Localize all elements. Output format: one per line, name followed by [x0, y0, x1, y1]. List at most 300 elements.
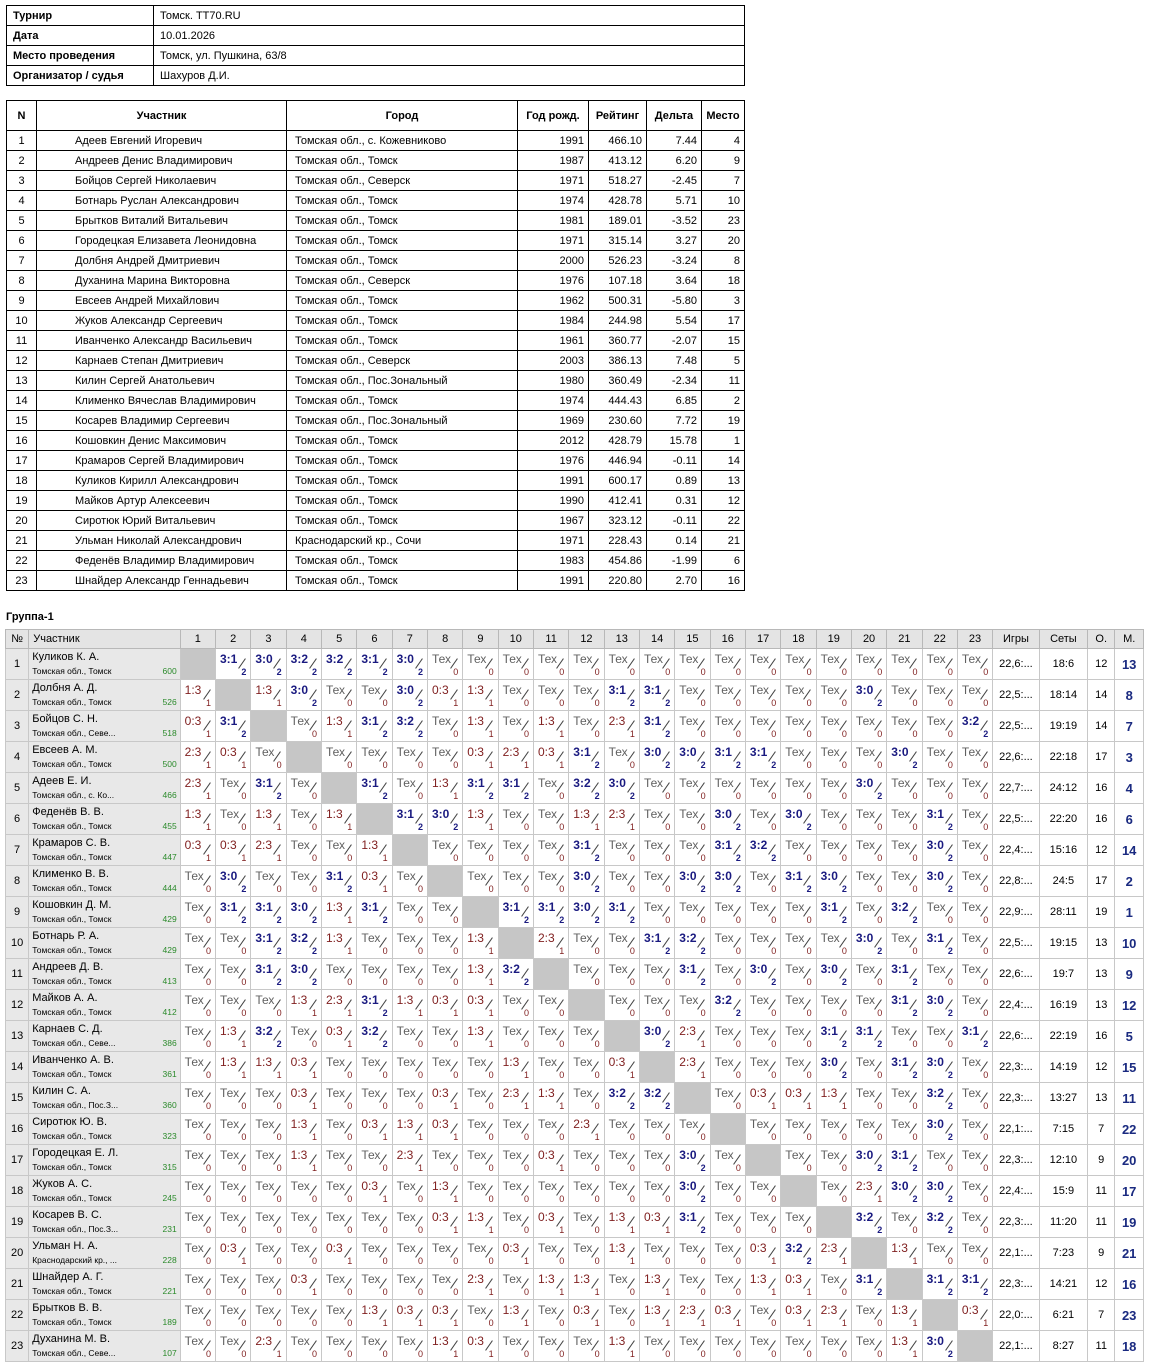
match-result[interactable]	[639, 1238, 674, 1269]
match-result[interactable]	[286, 928, 321, 959]
match-result[interactable]	[957, 866, 992, 897]
match-result[interactable]	[427, 742, 462, 773]
match-result[interactable]	[781, 649, 816, 680]
match-result[interactable]	[392, 928, 427, 959]
match-result[interactable]	[675, 990, 710, 1021]
match-result[interactable]	[357, 1300, 392, 1331]
match-result[interactable]	[675, 1300, 710, 1331]
match-result[interactable]	[498, 990, 533, 1021]
match-result[interactable]	[321, 959, 356, 990]
match-result[interactable]	[781, 1021, 816, 1052]
match-result[interactable]	[710, 1207, 745, 1238]
match-result[interactable]	[498, 1083, 533, 1114]
match-result[interactable]	[216, 1269, 251, 1300]
match-result[interactable]	[180, 1145, 215, 1176]
match-result[interactable]	[463, 1145, 498, 1176]
match-result[interactable]	[957, 928, 992, 959]
player-cell[interactable]	[29, 680, 180, 711]
match-result[interactable]	[427, 959, 462, 990]
match-result[interactable]	[216, 1145, 251, 1176]
match-result[interactable]	[216, 742, 251, 773]
match-result[interactable]	[745, 928, 780, 959]
match-result[interactable]	[251, 990, 286, 1021]
match-result[interactable]	[427, 1114, 462, 1145]
match-result[interactable]	[392, 1176, 427, 1207]
match-result[interactable]	[321, 680, 356, 711]
match-result[interactable]	[887, 1207, 922, 1238]
match-result[interactable]	[533, 1083, 568, 1114]
match-result[interactable]	[604, 711, 639, 742]
match-result[interactable]	[710, 680, 745, 711]
match-result[interactable]	[639, 1021, 674, 1052]
match-result[interactable]	[357, 990, 392, 1021]
match-result[interactable]	[286, 959, 321, 990]
match-result[interactable]	[816, 742, 851, 773]
match-result[interactable]	[533, 680, 568, 711]
match-result[interactable]	[710, 959, 745, 990]
match-result[interactable]	[639, 1114, 674, 1145]
player-cell[interactable]	[29, 1114, 180, 1145]
match-result[interactable]	[251, 1176, 286, 1207]
player-cell[interactable]	[29, 990, 180, 1021]
match-result[interactable]	[180, 866, 215, 897]
match-result[interactable]	[321, 1021, 356, 1052]
match-result[interactable]	[427, 897, 462, 928]
match-result[interactable]	[781, 835, 816, 866]
match-result[interactable]	[781, 773, 816, 804]
match-result[interactable]	[180, 1052, 215, 1083]
match-result[interactable]	[180, 804, 215, 835]
match-result[interactable]	[180, 1021, 215, 1052]
match-result[interactable]	[887, 866, 922, 897]
match-result[interactable]	[957, 1021, 992, 1052]
match-result[interactable]	[321, 1238, 356, 1269]
player-cell[interactable]	[29, 1207, 180, 1238]
match-result[interactable]	[427, 1238, 462, 1269]
match-result[interactable]	[957, 1083, 992, 1114]
match-result[interactable]	[675, 773, 710, 804]
match-result[interactable]	[781, 742, 816, 773]
match-result[interactable]	[781, 1238, 816, 1269]
match-result[interactable]	[216, 649, 251, 680]
match-result[interactable]	[781, 1083, 816, 1114]
match-result[interactable]	[533, 1176, 568, 1207]
match-result[interactable]	[781, 804, 816, 835]
match-result[interactable]	[357, 773, 392, 804]
match-result[interactable]	[851, 680, 886, 711]
match-result[interactable]	[604, 1176, 639, 1207]
match-result[interactable]	[922, 1021, 957, 1052]
match-result[interactable]	[639, 835, 674, 866]
match-result[interactable]	[851, 773, 886, 804]
match-result[interactable]	[321, 649, 356, 680]
match-result[interactable]	[675, 959, 710, 990]
match-result[interactable]	[569, 1300, 604, 1331]
match-result[interactable]	[392, 1083, 427, 1114]
match-result[interactable]	[710, 1052, 745, 1083]
match-result[interactable]	[957, 990, 992, 1021]
match-result[interactable]	[639, 1207, 674, 1238]
match-result[interactable]	[745, 897, 780, 928]
match-result[interactable]	[887, 1052, 922, 1083]
match-result[interactable]	[675, 1331, 710, 1362]
match-result[interactable]	[816, 804, 851, 835]
match-result[interactable]	[251, 959, 286, 990]
match-result[interactable]	[957, 1269, 992, 1300]
match-result[interactable]	[745, 959, 780, 990]
match-result[interactable]	[604, 804, 639, 835]
match-result[interactable]	[745, 1207, 780, 1238]
match-result[interactable]	[710, 1331, 745, 1362]
match-result[interactable]	[392, 1145, 427, 1176]
match-result[interactable]	[745, 1331, 780, 1362]
match-result[interactable]	[745, 680, 780, 711]
match-result[interactable]	[851, 897, 886, 928]
player-cell[interactable]	[29, 742, 180, 773]
match-result[interactable]	[533, 835, 568, 866]
match-result[interactable]	[639, 897, 674, 928]
match-result[interactable]	[604, 1269, 639, 1300]
match-result[interactable]	[851, 959, 886, 990]
match-result[interactable]	[745, 711, 780, 742]
match-result[interactable]	[710, 1083, 745, 1114]
match-result[interactable]	[533, 711, 568, 742]
match-result[interactable]	[887, 1145, 922, 1176]
match-result[interactable]	[357, 1238, 392, 1269]
match-result[interactable]	[427, 773, 462, 804]
player-cell[interactable]	[29, 959, 180, 990]
match-result[interactable]	[781, 1052, 816, 1083]
match-result[interactable]	[710, 866, 745, 897]
match-result[interactable]	[392, 742, 427, 773]
match-result[interactable]	[498, 1176, 533, 1207]
match-result[interactable]	[286, 835, 321, 866]
match-result[interactable]	[427, 1300, 462, 1331]
match-result[interactable]	[463, 990, 498, 1021]
match-result[interactable]	[286, 1176, 321, 1207]
match-result[interactable]	[498, 866, 533, 897]
match-result[interactable]	[321, 1145, 356, 1176]
match-result[interactable]	[569, 1145, 604, 1176]
match-result[interactable]	[463, 1300, 498, 1331]
match-result[interactable]	[392, 1331, 427, 1362]
match-result[interactable]	[498, 835, 533, 866]
match-result[interactable]	[710, 804, 745, 835]
match-result[interactable]	[392, 1021, 427, 1052]
match-result[interactable]	[816, 1300, 851, 1331]
match-result[interactable]	[675, 1145, 710, 1176]
match-result[interactable]	[216, 1176, 251, 1207]
match-result[interactable]	[180, 1331, 215, 1362]
match-result[interactable]	[392, 1207, 427, 1238]
match-result[interactable]	[639, 1331, 674, 1362]
match-result[interactable]	[498, 1052, 533, 1083]
match-result[interactable]	[216, 1300, 251, 1331]
match-result[interactable]	[321, 835, 356, 866]
match-result[interactable]	[745, 773, 780, 804]
player-cell[interactable]	[29, 866, 180, 897]
match-result[interactable]	[922, 742, 957, 773]
match-result[interactable]	[745, 1176, 780, 1207]
match-result[interactable]	[745, 1021, 780, 1052]
match-result[interactable]	[816, 649, 851, 680]
match-result[interactable]	[392, 1052, 427, 1083]
match-result[interactable]	[321, 1207, 356, 1238]
match-result[interactable]	[286, 897, 321, 928]
match-result[interactable]	[710, 897, 745, 928]
match-result[interactable]	[922, 1269, 957, 1300]
match-result[interactable]	[286, 1269, 321, 1300]
match-result[interactable]	[675, 1207, 710, 1238]
match-result[interactable]	[463, 711, 498, 742]
match-result[interactable]	[286, 649, 321, 680]
match-result[interactable]	[639, 1176, 674, 1207]
match-result[interactable]	[286, 1331, 321, 1362]
match-result[interactable]	[816, 897, 851, 928]
match-result[interactable]	[357, 1145, 392, 1176]
match-result[interactable]	[816, 680, 851, 711]
match-result[interactable]	[498, 1207, 533, 1238]
match-result[interactable]	[216, 1331, 251, 1362]
match-result[interactable]	[816, 1052, 851, 1083]
match-result[interactable]	[675, 1176, 710, 1207]
match-result[interactable]	[321, 1083, 356, 1114]
match-result[interactable]	[498, 897, 533, 928]
match-result[interactable]	[922, 680, 957, 711]
match-result[interactable]	[604, 1052, 639, 1083]
match-result[interactable]	[957, 804, 992, 835]
match-result[interactable]	[392, 711, 427, 742]
match-result[interactable]	[639, 804, 674, 835]
match-result[interactable]	[816, 1083, 851, 1114]
match-result[interactable]	[357, 680, 392, 711]
match-result[interactable]	[569, 1207, 604, 1238]
match-result[interactable]	[321, 928, 356, 959]
match-result[interactable]	[922, 649, 957, 680]
match-result[interactable]	[675, 711, 710, 742]
match-result[interactable]	[887, 959, 922, 990]
match-result[interactable]	[851, 1145, 886, 1176]
match-result[interactable]	[781, 1300, 816, 1331]
match-result[interactable]	[216, 1083, 251, 1114]
match-result[interactable]	[251, 742, 286, 773]
player-cell[interactable]	[29, 835, 180, 866]
player-cell[interactable]	[29, 1238, 180, 1269]
match-result[interactable]	[569, 773, 604, 804]
match-result[interactable]	[675, 866, 710, 897]
match-result[interactable]	[851, 835, 886, 866]
match-result[interactable]	[498, 649, 533, 680]
match-result[interactable]	[922, 866, 957, 897]
match-result[interactable]	[816, 866, 851, 897]
match-result[interactable]	[710, 742, 745, 773]
match-result[interactable]	[887, 1331, 922, 1362]
match-result[interactable]	[498, 680, 533, 711]
match-result[interactable]	[533, 773, 568, 804]
match-result[interactable]	[180, 773, 215, 804]
match-result[interactable]	[957, 897, 992, 928]
match-result[interactable]	[427, 1269, 462, 1300]
match-result[interactable]	[851, 1300, 886, 1331]
match-result[interactable]	[321, 804, 356, 835]
match-result[interactable]	[851, 866, 886, 897]
match-result[interactable]	[216, 959, 251, 990]
match-result[interactable]	[887, 804, 922, 835]
match-result[interactable]	[357, 649, 392, 680]
match-result[interactable]	[357, 1052, 392, 1083]
match-result[interactable]	[286, 1052, 321, 1083]
match-result[interactable]	[216, 773, 251, 804]
match-result[interactable]	[745, 1300, 780, 1331]
match-result[interactable]	[569, 1083, 604, 1114]
match-result[interactable]	[357, 928, 392, 959]
match-result[interactable]	[781, 928, 816, 959]
match-result[interactable]	[639, 990, 674, 1021]
match-result[interactable]	[392, 897, 427, 928]
match-result[interactable]	[675, 1269, 710, 1300]
match-result[interactable]	[498, 804, 533, 835]
match-result[interactable]	[675, 928, 710, 959]
match-result[interactable]	[321, 1331, 356, 1362]
match-result[interactable]	[216, 897, 251, 928]
match-result[interactable]	[357, 711, 392, 742]
match-result[interactable]	[392, 1269, 427, 1300]
match-result[interactable]	[604, 1083, 639, 1114]
match-result[interactable]	[922, 804, 957, 835]
match-result[interactable]	[604, 1300, 639, 1331]
match-result[interactable]	[180, 1176, 215, 1207]
match-result[interactable]	[180, 1300, 215, 1331]
match-result[interactable]	[463, 773, 498, 804]
match-result[interactable]	[251, 1331, 286, 1362]
match-result[interactable]	[357, 1176, 392, 1207]
match-result[interactable]	[604, 897, 639, 928]
match-result[interactable]	[639, 742, 674, 773]
match-result[interactable]	[251, 866, 286, 897]
match-result[interactable]	[286, 1114, 321, 1145]
match-result[interactable]	[498, 1300, 533, 1331]
match-result[interactable]	[498, 711, 533, 742]
match-result[interactable]	[180, 680, 215, 711]
match-result[interactable]	[251, 1269, 286, 1300]
match-result[interactable]	[957, 1114, 992, 1145]
player-cell[interactable]	[29, 711, 180, 742]
match-result[interactable]	[887, 990, 922, 1021]
match-result[interactable]	[851, 804, 886, 835]
match-result[interactable]	[851, 649, 886, 680]
match-result[interactable]	[816, 1331, 851, 1362]
match-result[interactable]	[321, 866, 356, 897]
match-result[interactable]	[639, 680, 674, 711]
match-result[interactable]	[216, 1052, 251, 1083]
match-result[interactable]	[533, 1021, 568, 1052]
match-result[interactable]	[251, 1114, 286, 1145]
match-result[interactable]	[745, 835, 780, 866]
match-result[interactable]	[180, 928, 215, 959]
match-result[interactable]	[851, 1083, 886, 1114]
match-result[interactable]	[427, 1331, 462, 1362]
match-result[interactable]	[816, 1269, 851, 1300]
match-result[interactable]	[286, 773, 321, 804]
match-result[interactable]	[957, 1238, 992, 1269]
match-result[interactable]	[710, 711, 745, 742]
match-result[interactable]	[321, 742, 356, 773]
match-result[interactable]	[887, 773, 922, 804]
match-result[interactable]	[533, 990, 568, 1021]
match-result[interactable]	[321, 1176, 356, 1207]
match-result[interactable]	[569, 1238, 604, 1269]
match-result[interactable]	[887, 1300, 922, 1331]
match-result[interactable]	[251, 649, 286, 680]
match-result[interactable]	[887, 649, 922, 680]
player-cell[interactable]	[29, 804, 180, 835]
match-result[interactable]	[569, 959, 604, 990]
match-result[interactable]	[392, 959, 427, 990]
match-result[interactable]	[957, 742, 992, 773]
match-result[interactable]	[533, 742, 568, 773]
match-result[interactable]	[463, 1176, 498, 1207]
match-result[interactable]	[710, 1300, 745, 1331]
match-result[interactable]	[851, 928, 886, 959]
match-result[interactable]	[816, 1238, 851, 1269]
match-result[interactable]	[427, 649, 462, 680]
match-result[interactable]	[286, 680, 321, 711]
match-result[interactable]	[357, 1021, 392, 1052]
match-result[interactable]	[216, 804, 251, 835]
match-result[interactable]	[427, 1176, 462, 1207]
match-result[interactable]	[216, 711, 251, 742]
match-result[interactable]	[851, 1052, 886, 1083]
match-result[interactable]	[745, 990, 780, 1021]
match-result[interactable]	[251, 1145, 286, 1176]
match-result[interactable]	[321, 1114, 356, 1145]
match-result[interactable]	[887, 1176, 922, 1207]
match-result[interactable]	[216, 1238, 251, 1269]
match-result[interactable]	[463, 959, 498, 990]
match-result[interactable]	[180, 1114, 215, 1145]
match-result[interactable]	[887, 1083, 922, 1114]
player-cell[interactable]	[29, 1269, 180, 1300]
match-result[interactable]	[781, 959, 816, 990]
match-result[interactable]	[427, 1083, 462, 1114]
match-result[interactable]	[251, 897, 286, 928]
match-result[interactable]	[463, 804, 498, 835]
match-result[interactable]	[851, 742, 886, 773]
match-result[interactable]	[604, 742, 639, 773]
match-result[interactable]	[957, 680, 992, 711]
match-result[interactable]	[781, 711, 816, 742]
match-result[interactable]	[357, 1114, 392, 1145]
match-result[interactable]	[251, 835, 286, 866]
match-result[interactable]	[216, 1021, 251, 1052]
match-result[interactable]	[533, 866, 568, 897]
match-result[interactable]	[427, 835, 462, 866]
match-result[interactable]	[498, 1331, 533, 1362]
match-result[interactable]	[816, 1114, 851, 1145]
match-result[interactable]	[569, 804, 604, 835]
match-result[interactable]	[569, 711, 604, 742]
match-result[interactable]	[922, 711, 957, 742]
match-result[interactable]	[745, 1269, 780, 1300]
match-result[interactable]	[463, 1021, 498, 1052]
match-result[interactable]	[604, 1145, 639, 1176]
match-result[interactable]	[604, 1238, 639, 1269]
match-result[interactable]	[286, 990, 321, 1021]
match-result[interactable]	[745, 1238, 780, 1269]
match-result[interactable]	[392, 866, 427, 897]
player-cell[interactable]	[29, 1052, 180, 1083]
match-result[interactable]	[922, 1331, 957, 1362]
